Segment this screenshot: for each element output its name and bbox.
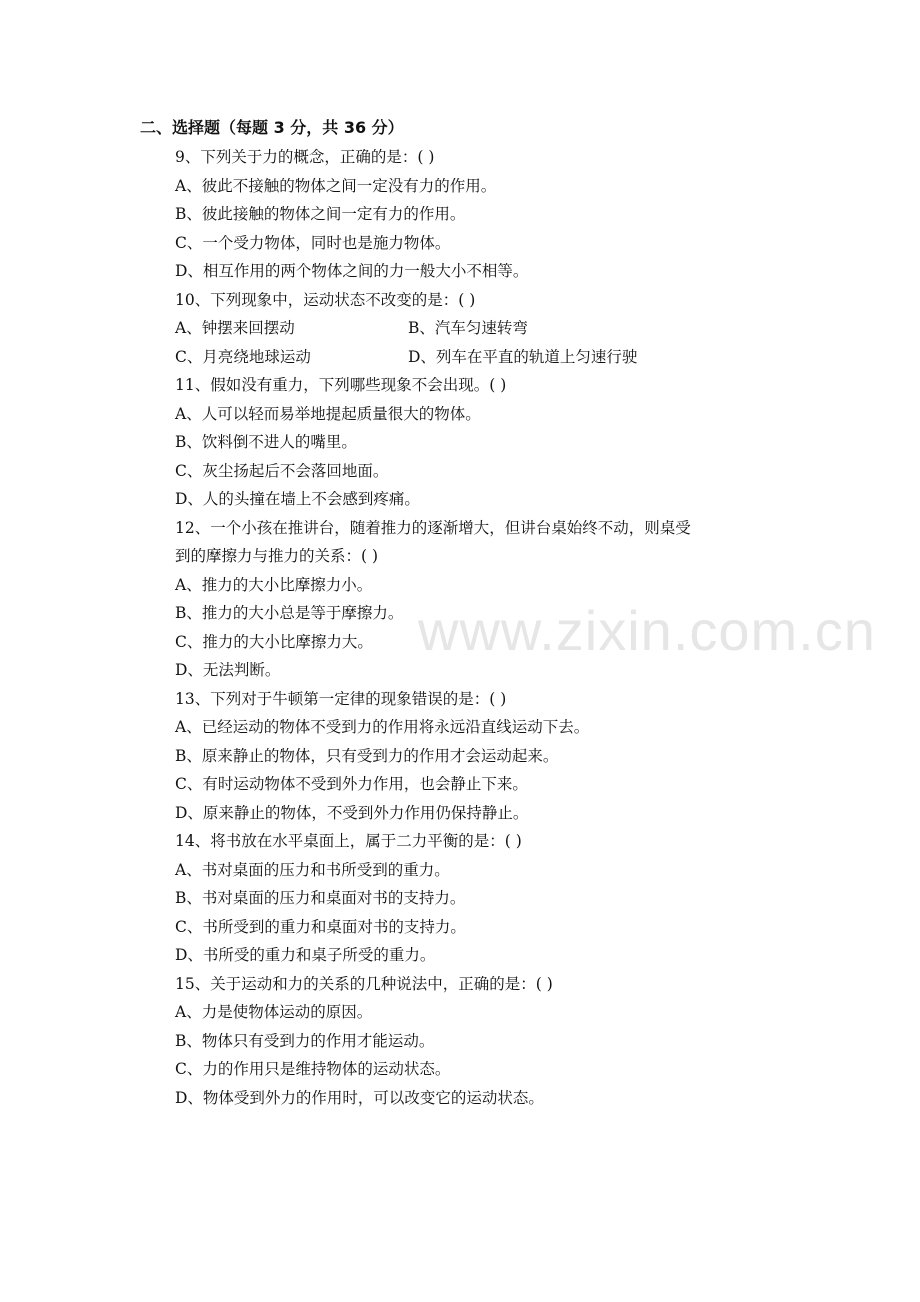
option-d: D、物体受到外力的作用时，可以改变它的运动状态。 xyxy=(175,1088,544,1107)
option-b: B、汽车匀速转弯 xyxy=(408,319,528,337)
option-b: B、书对桌面的压力和桌面对书的支持力。 xyxy=(175,889,466,907)
option-b: B、物体只有受到力的作用才能运动。 xyxy=(175,1031,435,1050)
option-a: A、人可以轻而易举地提起质量很大的物体。 xyxy=(175,404,481,423)
option-a: A、彼此不接触的物体之间一定没有力的作用。 xyxy=(175,176,497,195)
section-title: 二、选择题（每题 3 分，共 36 分） xyxy=(140,118,404,137)
option-c: C、有时运动物体不受到外力作用，也会静止下来。 xyxy=(175,775,528,793)
option-b: B、彼此接触的物体之间一定有力的作用。 xyxy=(175,205,466,223)
option-a: A、推力的大小比摩擦力小。 xyxy=(175,575,373,594)
question-stem: 9、下列关于力的概念，正确的是：( ) xyxy=(175,148,435,166)
option-d: D、人的头撞在墙上不会感到疼痛。 xyxy=(175,490,420,508)
question-11 xyxy=(175,371,795,514)
question-15 xyxy=(175,970,795,1113)
option-c: C、灰尘扬起后不会落回地面。 xyxy=(175,461,389,480)
option-c: C、推力的大小比摩擦力大。 xyxy=(175,632,373,651)
option-c: C、月亮绕地球运动 xyxy=(175,347,311,366)
option-row xyxy=(175,314,795,343)
option-a: A、已经运动的物体不受到力的作用将永远沿直线运动下去。 xyxy=(175,718,590,736)
question-10 xyxy=(175,286,795,372)
question-14 xyxy=(175,827,795,970)
option-c: C、力的作用只是维持物体的运动状态。 xyxy=(175,1060,451,1078)
question-9 xyxy=(175,143,795,286)
option-d: D、相互作用的两个物体之间的力一般大小不相等。 xyxy=(175,262,529,280)
question-list xyxy=(175,143,795,1112)
question-stem: 14、将书放在水平桌面上，属于二力平衡的是：( ) xyxy=(175,832,522,850)
option-b: B、原来静止的物体，只有受到力的作用才会运动起来。 xyxy=(175,746,559,765)
question-stem-continued: 到的摩擦力与推力的关系：( ) xyxy=(175,547,379,565)
question-stem: 12、一个小孩在推讲台，随着推力的逐渐增大，但讲台桌始终不动，则桌受 xyxy=(175,518,691,537)
question-13 xyxy=(175,685,795,828)
option-a: A、钟摆来回摆动 xyxy=(175,319,295,337)
option-c: C、一个受力物体，同时也是施力物体。 xyxy=(175,233,451,252)
option-d: D、列车在平直的轨道上匀速行驶 xyxy=(408,347,638,366)
option-a: A、书对桌面的压力和书所受到的重力。 xyxy=(175,860,450,879)
option-a: A、力是使物体运动的原因。 xyxy=(175,1003,373,1021)
option-d: D、原来静止的物体，不受到外力作用仍保持静止。 xyxy=(175,803,529,822)
question-stem: 13、下列对于牛顿第一定律的现象错误的是：( ) xyxy=(175,689,507,708)
question-stem: 11、假如没有重力，下列哪些现象不会出现。( ) xyxy=(175,376,507,394)
question-stem: 10、下列现象中，运动状态不改变的是：( ) xyxy=(175,290,476,309)
option-d: D、无法判断。 xyxy=(175,661,281,679)
question-stem: 15、关于运动和力的关系的几种说法中，正确的是：( ) xyxy=(175,974,553,993)
question-12 xyxy=(175,514,795,685)
watermark: www.zixin.com.cn xyxy=(418,599,876,662)
option-d: D、书所受的重力和桌子所受的重力。 xyxy=(175,946,436,964)
option-row xyxy=(175,343,795,372)
option-b: B、饮料倒不进人的嘴里。 xyxy=(175,433,357,451)
option-c: C、书所受到的重力和桌面对书的支持力。 xyxy=(175,917,466,936)
option-b: B、推力的大小总是等于摩擦力。 xyxy=(175,604,404,622)
